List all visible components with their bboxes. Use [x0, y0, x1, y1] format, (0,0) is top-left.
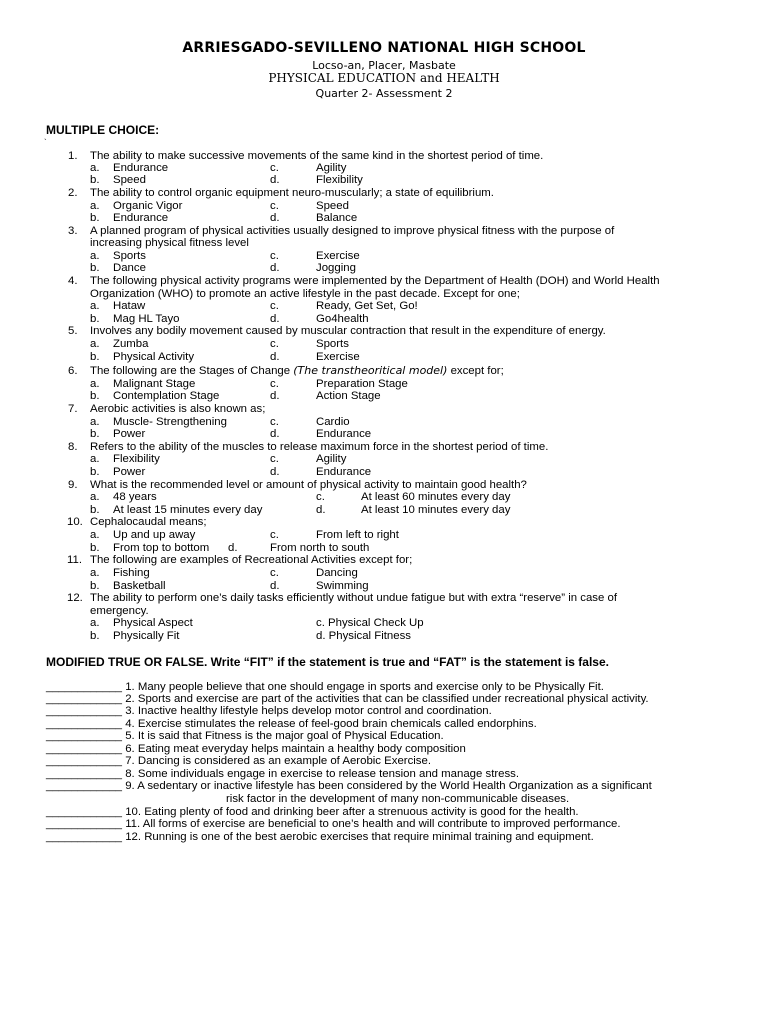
choice-text: Swimming	[316, 580, 369, 592]
tf-statement: 3. Inactive healthy lifestyle helps develop motor control and coordination.	[122, 705, 492, 717]
answer-blank[interactable]: ____________	[46, 768, 123, 780]
question-number: 1.	[68, 150, 78, 162]
choice-letter: a.	[90, 378, 100, 390]
tf-statement-continuation: risk factor in the development of many non-communicable diseases.	[226, 793, 570, 805]
answer-blank[interactable]: ____________	[46, 681, 123, 693]
choice-letter: b.	[90, 580, 100, 592]
choice-text: Sports	[113, 250, 146, 262]
choice-letter: b.	[90, 313, 100, 325]
question-text: The following are examples of Recreational Activities except for;	[90, 554, 413, 566]
choice-letter: c.	[270, 300, 279, 312]
question-text: A planned program of physical activities usually designed to improve physical fitness with the purpose of	[90, 225, 615, 237]
tf-item	[46, 768, 519, 781]
choice-letter: d.	[270, 580, 280, 592]
tf-statement: 5. It is said that Fitness is the major goal of Physical Education.	[122, 730, 444, 742]
choice-letter: c.	[270, 338, 279, 350]
choice-letter: a.	[90, 416, 100, 428]
subject-title: PHYSICAL EDUCATION and HEALTH	[268, 71, 500, 85]
choice-letter: a.	[90, 491, 100, 503]
question-text-part: The following are the Stages of Change	[90, 365, 294, 377]
question-number: 3.	[68, 225, 78, 237]
question-number: 6.	[68, 365, 78, 377]
choice-letter: b.	[90, 504, 100, 516]
choice-text: Dancing	[316, 567, 358, 579]
question-text: What is the recommended level or amount of physical activity to maintain good health?	[90, 479, 527, 491]
choice-text: Malignant Stage	[113, 378, 196, 390]
choice-text: Flexibility	[113, 453, 160, 465]
question-number: 12.	[67, 592, 83, 604]
choice-letter: c.	[270, 250, 279, 262]
choice-text: Exercise	[316, 250, 360, 262]
assessment-title: Quarter 2- Assessment 2	[315, 87, 453, 100]
question-text: increasing physical fitness level	[90, 237, 249, 249]
answer-blank[interactable]: ____________	[46, 831, 123, 843]
answer-blank[interactable]: ____________	[46, 705, 123, 717]
question-text: Involves any bodily movement caused by muscular contraction that result in the expenditure of energy.	[90, 325, 606, 337]
choice-text: Contemplation Stage	[113, 390, 220, 402]
question-number: 10.	[67, 516, 83, 528]
answer-blank[interactable]: ____________	[46, 718, 123, 730]
choice-letter: d.	[270, 390, 280, 402]
tf-item	[46, 780, 652, 793]
choice-letter: d.	[270, 212, 280, 224]
question-text: The ability to control organic equipment neuro-muscularly; a state of equilibrium.	[90, 187, 494, 199]
choice-letter: a.	[90, 338, 100, 350]
choice-letter: b.	[90, 174, 100, 186]
choice-text: Fishing	[113, 567, 150, 579]
choice-text: At least 15 minutes every day	[113, 504, 263, 516]
choice-text: Balance	[316, 212, 358, 224]
choice-letter: c.	[270, 567, 279, 579]
choice-text: Organic Vigor	[113, 200, 183, 212]
choice-text: Agility	[316, 162, 347, 174]
tf-item	[46, 831, 594, 844]
tf-item	[46, 755, 431, 768]
choice-letter: a.	[90, 567, 100, 579]
question-number: 9.	[68, 479, 78, 491]
choice-letter: d.	[270, 262, 280, 274]
choice-letter: b.	[90, 212, 100, 224]
answer-blank[interactable]: ____________	[46, 780, 123, 792]
choice-text: At least 10 minutes every day	[361, 504, 511, 516]
choice-letter: a.	[90, 453, 100, 465]
school-name: ARRIESGADO-SEVILLENO NATIONAL HIGH SCHOOL	[182, 40, 586, 56]
tf-statement: 6. Eating meat everyday helps maintain a healthy body composition	[122, 743, 466, 755]
answer-blank[interactable]: ____________	[46, 693, 123, 705]
school-address: Locso-an, Placer, Masbate	[312, 59, 456, 72]
choice-text: Physically Fit	[113, 630, 180, 642]
tf-statement: 10. Eating plenty of food and drinking beer after a strenuous activity is good for the health.	[122, 806, 579, 818]
tf-item	[46, 681, 604, 694]
choice-letter: b.	[90, 351, 100, 363]
tf-statement: 2. Sports and exercise are part of the activities that can be classified under recreational physical activity.	[122, 693, 649, 705]
choice-letter: b.	[90, 262, 100, 274]
choice-text: Physical Aspect	[113, 617, 193, 629]
choice-letter: a.	[90, 300, 100, 312]
choice-letter: b.	[90, 630, 100, 642]
choice-letter: d.	[270, 466, 280, 478]
tf-item	[46, 818, 621, 831]
choice-letter: d.	[316, 504, 326, 516]
tf-statement: 4. Exercise stimulates the release of feel-good brain chemicals called endorphins.	[122, 718, 537, 730]
question-text: Cephalocaudal means;	[90, 516, 207, 528]
choice-text: Up and up away	[113, 529, 196, 541]
tf-item	[46, 743, 466, 756]
tf-item	[46, 693, 649, 706]
choice-text: Agility	[316, 453, 347, 465]
tf-statement: 8. Some individuals engage in exercise to release tension and manage stress.	[122, 768, 520, 780]
choice-letter: a.	[90, 617, 100, 629]
choice-letter: c.	[270, 453, 279, 465]
choice-text: Basketball	[113, 580, 166, 592]
choice-text: Endurance	[113, 162, 169, 174]
choice-text: Zumba	[113, 338, 149, 350]
choice-text: Power	[113, 428, 146, 440]
choice-text: Mag HL Tayo	[113, 313, 180, 325]
choice-text: Power	[113, 466, 146, 478]
choice-letter: b.	[90, 542, 100, 554]
question-text: The ability to make successive movements of the same kind in the shortest period of time.	[90, 150, 544, 162]
choice-letter: b.	[90, 390, 100, 402]
tf-statement: 11. All forms of exercise are beneficial to one’s health and will contribute to improved performance.	[122, 818, 621, 830]
choice-text: At least 60 minutes every day	[361, 491, 511, 503]
choice-letter: b.	[90, 428, 100, 440]
choice-text: Ready, Get Set, Go!	[316, 300, 418, 312]
answer-blank[interactable]: ____________	[46, 806, 123, 818]
choice-text: Endurance	[316, 466, 372, 478]
choice-text: From left to right	[316, 529, 399, 541]
choice-letter: a.	[90, 162, 100, 174]
tf-statement: 1. Many people believe that one should engage in sports and exercise only to be Physically Fit.	[122, 681, 604, 693]
choice-letter: c.	[316, 491, 325, 503]
choice-text: Speed	[316, 200, 349, 212]
choice-letter: c.	[270, 378, 279, 390]
tf-item	[46, 705, 492, 718]
answer-blank[interactable]: ____________	[46, 755, 123, 767]
choice-text: Speed	[113, 174, 146, 186]
answer-blank[interactable]: ____________	[46, 743, 123, 755]
question-text: Aerobic activities is also known as;	[90, 403, 266, 415]
choice-letter: a.	[90, 529, 100, 541]
choice-letter: a.	[90, 250, 100, 262]
choice-letter: c.	[270, 529, 279, 541]
choice-text: From top to bottom	[113, 542, 210, 554]
choice-letter: c.	[270, 162, 279, 174]
choice-text: Endurance	[113, 212, 169, 224]
question-number: 4.	[68, 275, 78, 287]
multiple-choice-heading: MULTIPLE CHOICE:	[46, 123, 160, 137]
question-text: Organization (WHO) to promote an active lifestyle in the past decade. Except for one;	[90, 288, 520, 300]
choice-text: Go4health	[316, 313, 369, 325]
choice-letter: d.	[270, 428, 280, 440]
choice-text: Preparation Stage	[316, 378, 408, 390]
choice-letter: a.	[90, 200, 100, 212]
choice-text: Hataw	[113, 300, 146, 312]
choice-letter: d.	[228, 542, 238, 554]
question-number: 5.	[68, 325, 78, 337]
choice-text: From north to south	[270, 542, 370, 554]
stray-mark: `	[44, 138, 47, 147]
true-false-heading: MODIFIED TRUE OR FALSE. Write “FIT” if the statement is true and “FAT” is the statement is false.	[46, 655, 609, 669]
tf-statement: 9. A sedentary or inactive lifestyle has been considered by the World Health Organization as a significant	[122, 780, 652, 792]
choice-text: Cardio	[316, 416, 350, 428]
question-text-italic: (The transtheoritical model)	[293, 364, 448, 377]
question-number: 2.	[68, 187, 78, 199]
choice-letter: c.	[270, 416, 279, 428]
tf-item	[46, 718, 537, 731]
choice-letter: b.	[90, 466, 100, 478]
tf-item	[46, 806, 579, 819]
choice-text: Endurance	[316, 428, 372, 440]
choice-text: Flexibility	[316, 174, 363, 186]
choice-letter: d.	[270, 351, 280, 363]
choice-letter: d.	[270, 174, 280, 186]
choice-text: Physical Activity	[113, 351, 195, 363]
choice-text: Dance	[113, 262, 146, 274]
tf-item	[46, 730, 444, 743]
question-text: Refers to the ability of the muscles to release maximum force in the shortest period of time.	[90, 441, 549, 453]
answer-blank[interactable]: ____________	[46, 818, 123, 830]
question-number: 11.	[67, 554, 82, 566]
tf-statement: 12. Running is one of the best aerobic exercises that require minimal training and equipment.	[122, 831, 594, 843]
question-number: 7.	[68, 403, 78, 415]
choice-text: Sports	[316, 338, 349, 350]
choice-text: Muscle- Strengthening	[113, 416, 227, 428]
choice-text: Action Stage	[316, 390, 381, 402]
answer-blank[interactable]: ____________	[46, 730, 123, 742]
question-text: emergency.	[90, 605, 149, 617]
choice-text: Jogging	[316, 262, 356, 274]
tf-statement: 7. Dancing is considered as an example of Aerobic Exercise.	[122, 755, 432, 767]
choice-text: c. Physical Check Up	[316, 617, 424, 629]
question-number: 8.	[68, 441, 78, 453]
choice-letter: d.	[270, 313, 280, 325]
question-text	[90, 365, 504, 378]
question-text-part: except for;	[447, 365, 504, 377]
choice-letter: c.	[270, 200, 279, 212]
question-text: The ability to perform one’s daily tasks efficiently without undue fatigue but with extra “reserve” in case of	[90, 592, 617, 604]
choice-text: d. Physical Fitness	[316, 630, 411, 642]
choice-text: Exercise	[316, 351, 360, 363]
question-text: The following physical activity programs were implemented by the Department of Health (DOH) and World Health	[90, 275, 660, 287]
choice-text: 48 years	[113, 491, 157, 503]
